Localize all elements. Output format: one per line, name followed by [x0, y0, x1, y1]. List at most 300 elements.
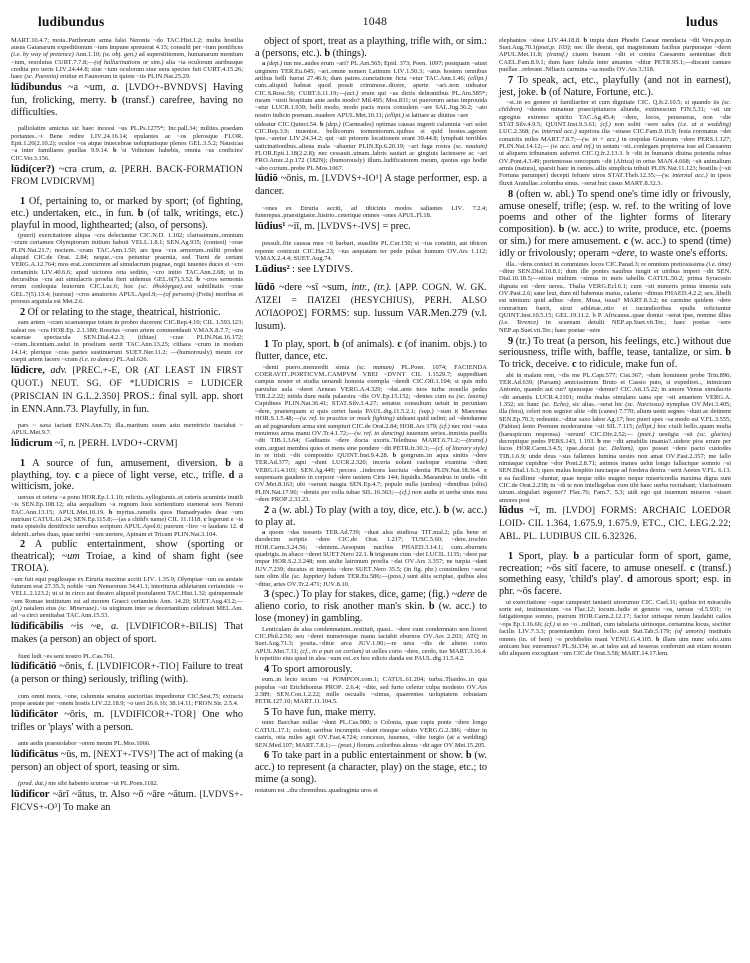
entry-head [11, 749, 243, 774]
citation-block: ante aedis praestolabor ~orem meum PL.Mos.1066. [18, 740, 151, 748]
author-siglum: FL [705, 415, 714, 423]
author-siglum: PLIN [284, 400, 300, 408]
author-siglum: VELL [11, 590, 28, 598]
sense-letter: c [484, 466, 487, 474]
author-siglum: MAX [198, 326, 214, 334]
definition: Failure to treat (a person or thing) seriously, trifling (with). [11, 661, 243, 686]
author-siglum: MART [449, 647, 468, 655]
author-siglum: PL [451, 89, 460, 97]
author-siglum: CIC [590, 430, 602, 438]
gloss: (ellipt.) [468, 75, 487, 82]
gloss: (sc. children) [499, 99, 731, 114]
etymology: [APP. COGN. W. GK. ΛΊΖΕΙ = ΠΑΊΖΕΙ (HESYCHIUS), PERH. ALSO ΛΟΊΔΟΡΟΣ] [255, 283, 488, 320]
etymology: [LVDVS+-IVS] [317, 221, 380, 232]
author-siglum: PL [582, 371, 591, 379]
author-siglum: APUL [58, 508, 76, 516]
author-siglum: JUV [322, 580, 336, 588]
author-siglum: OV [499, 157, 509, 165]
author-siglum: PL [339, 719, 347, 727]
author-siglum: TER [325, 529, 339, 537]
author-siglum: LIV [289, 135, 301, 143]
citation-block: cum omni mora, ~one, calumnia senatus auctoritas impediretur CIC.Sest.75; extracta prope aestate per ~onem hostis LIV.22.18.9; ~o ueri 26.6.16; 38.14.11; FRON.Str. 2.5.4. [11, 692, 244, 708]
gloss: (cf.) [399, 488, 410, 496]
author-siglum: TAC [167, 590, 180, 598]
gloss: (i.e. Terence) [499, 319, 539, 327]
sense-number: 2 [264, 504, 270, 516]
inflection-forms: ~cra crum, [59, 163, 105, 175]
sense-letter: b [196, 276, 200, 284]
sense-letter: b [558, 224, 565, 236]
dictionary-entry [255, 221, 487, 234]
gloss: (transf.) [466, 437, 487, 445]
author-siglum: PLIN [255, 488, 270, 496]
citation-block: eum..in lecto tecum ~si POMPON.com.1; CATUL.61.204; turba..Thaidos..in qua populus ~sit Erichthonius PROP. 2.6.4; ~dite, sed furto celetur culpa modesto OV.Ars 2.389; SEN.Con.1.2.22; mille oscualis ~simus, quaerentes uoluptatem robustam PETR.127.10; MART.11.104.5. [255, 676, 488, 706]
author-siglum: VERG [705, 393, 724, 401]
author-siglum: CATUL [32, 515, 55, 523]
sense-paragraph: 3 (spec.) To play for stakes, dice, game; (fig.) ~dere de alieno corio, to risk another man's skin. b (w. acc.) to lose (money) in gambling. [255, 589, 487, 625]
author-siglum: ENN [75, 422, 90, 430]
citation-block: pars ~ saxa iactant ENN.Ann.73; illa..maritum suum astu meretricio tractabat ~ APUL.Met.9.7. [11, 422, 243, 437]
sense-letter: b [573, 550, 580, 562]
citation-block: eam artem ~cram scaenamque totam in probro ducerent CIC.Rep.4.10; CIL 1.593.123; ualeat res ~cra HOR.Ep. 2.1.180; Roscius ~cram artem commendauit V.MAX.8.7.7; ~cra scaenae spectacula SEN.Dial.4.2.3; (tibiae) ~crae PLIN.Nat.16.172; ~cram..licentiam..uelut in proelium uertit TAC.Ann.13.25; cithara ~crum in modum 14.14; plerique ~cras partes sustinuerunt SUET.Ner.11.2; —(humorously) meum cor coepit artem facere ~cram (i.e. to dance) PL.Aul.626. [11, 319, 243, 364]
author-siglum: LUCIL [425, 551, 446, 559]
etymology: [LVDO+-BVNDVS] [125, 83, 207, 94]
citation-block: nunc Bacchae nullae ~dunt PL.Cas.980; o Colonia, quae cupis ponte ~dere longo CATUL.17.1; coloni; ueribus incomptis ~dunt risuque soluto VERG.G.2.386; ~ditur in castris, otia miles agit OV.Fast.4.724; concesso, iuuenes, ~dite iurgio (at a wedding) SEN.Med.107; MART.7.8.1;— (poet.) florum..coloribus almus ~dit ager OV.Met.15.205. [255, 719, 487, 749]
author-siglum: TAC [425, 75, 439, 82]
author-siglum: TER [499, 379, 512, 387]
author-siglum: MART [540, 135, 560, 143]
citation-block: ~ones ex Etruria acciti, ad tibicinis modos saltantes LIV. 7.2.4; funerepus..praestigiator..histrio..ceterique omnes ~ones APUL.Fl.18. [255, 204, 487, 220]
author-siglum: PROP [271, 495, 288, 503]
gloss: (sc. Mineruae) [58, 605, 97, 613]
author-siglum: LIV [393, 67, 405, 75]
author-siglum: PETR [654, 58, 671, 66]
etymology: [PERH. BACK-FORMATION FROM LVDICRVM] [11, 164, 243, 188]
author-siglum: CAMPVM [327, 371, 357, 379]
author-siglum: OV [404, 558, 415, 566]
gloss: (w. obj. gen.) [102, 51, 137, 59]
gloss: (sc. Echo) [541, 401, 569, 409]
author-siglum: TAC [96, 246, 110, 254]
author-siglum: STAT [331, 400, 348, 408]
sense-letter: b [428, 601, 435, 613]
gloss: (w. in + acc.) [582, 135, 620, 143]
author-siglum: TIT [421, 529, 432, 537]
citation-block: ~si..in eo genere et familiariter et cum dignitate CIC. Q.fr.2.10.5; si quando iis (sc. children) ~dentes minamur praecipitaturos aliunde, extimescunt FIN.5.31; ~sit uir egregius extremo spiritu TAC.Ag.45.4; ~dere, locos, perseueras, non ~die STAT.Silv.4.9.5; QUINT.Inst.9.3.61; (cf.) non soliti ~sere sales (i.e. at a wedding) LUC.2.368; (w. internal acc.) supriora ilia ~sinase CIC.Fam.9.16.9; festa coronatus ~det conuiciis miles MART.7.8.7;—(w. in + acc.) in crepidas Graiorum ~dere PERS.1.127; PLIN.Nat.14.12;— (w. acc. and inf.) in senatu ~sit..conlegam propterea isse ad Caesarem ut aliquem tribunatum auferret CIC.Q.fr.2.13.3. b ~dit in humanis diuina potentia rebus OV.Pont.4.3.49; portentosus orecopum ~dit (Africa) in ortus MAN.4.668; ~sit animalium armis (natura), sparsit haec in ramos..allis simplicia tribuit PLIN.Nat.11.123; hostilis (~sit Fortuna parumper) decepti fefuere uiros STAT.Theb.12.35;—(w. internal acc.) in ipsos fluxit Aratullae..columba sinus. ~serat huc casus MART.8.32.3. [499, 99, 732, 187]
author-siglum: GEL [11, 290, 24, 298]
author-siglum: HOR [255, 415, 269, 423]
inflection-forms: ~is ~e, [70, 621, 104, 633]
sense-letter: d [228, 469, 235, 481]
author-siglum: CIC [499, 481, 511, 489]
gloss: (sc. Deliam) [598, 445, 633, 453]
author-siglum: SEN [83, 334, 97, 342]
entry-head [11, 82, 243, 119]
author-siglum: ATQ [466, 632, 479, 640]
headword: lūdificātor [11, 708, 59, 720]
author-siglum: APUL [118, 290, 136, 298]
headword: lūdicrum [11, 438, 53, 450]
author-siglum: MART [624, 179, 643, 187]
gloss: (cf.) [439, 422, 450, 430]
author-siglum: OV [447, 247, 457, 255]
author-siglum: PHAED [401, 543, 424, 551]
entry-head [11, 365, 243, 416]
author-siglum: TER [347, 573, 360, 581]
sense-letter: b [108, 508, 113, 516]
cross-reference: TROIA [11, 563, 43, 575]
citation-block: a quom ~das tesseris TER.Ad.739; ~duat alea studiosa TIT.mal.2; pila bene et duodecim scriptis ~dere CIC.de Orat. 1.217; TUSC.5.60; ~dere..trochio HOR.Carm.3.24.56; ~dentem..Aesopum nucibus PHAED.3.14.1; cum..eburneis quadrigis..in abaco ~deret SUET.Nero 22.1. b trigonum cum ~det LUCIL.1135; ~dere par impar HOR.S.2.3.248; non stulte latronum proelia ~dat OV.Ars 3.357; ne turpia ~dant JUV.7.239; ducatus et imperia ~dere SUET.Nero 35.5; (in fig. phr.) consimilem ~serat iam olim ille (sc. Iuppiter) ludum TER.Eu.586;—(pass.) sunt aliis scriptae, quibus alea ~ditur, artes OV.Tr.2.471; JUV.8.10. [255, 529, 487, 588]
author-siglum: CIC [255, 89, 267, 97]
headword: lūdus [499, 505, 524, 517]
definition: : see LYDIVS. [292, 263, 353, 275]
sense-letter: b [113, 147, 117, 155]
author-siglum: SEN [21, 501, 35, 509]
sense-letter: a [262, 60, 266, 68]
author-siglum: CATUL [648, 275, 670, 283]
author-siglum: NEP [611, 319, 625, 327]
author-siglum: CIC [641, 598, 653, 606]
gloss: (pass.) [387, 573, 405, 581]
author-siglum: TAC [11, 508, 24, 516]
gloss: (i.e. time) [706, 260, 731, 268]
headword: lūdiō [255, 173, 278, 185]
citation-block: (pred. dat.) me sibi habento scurrae ~ui PL.Poen.1182. [18, 780, 159, 788]
author-siglum: CIC [89, 283, 101, 291]
entry-head [11, 621, 243, 646]
author-siglum: COERAVIT [255, 371, 288, 379]
running-head-right: ludus [685, 14, 718, 29]
gloss: (cf.) [544, 620, 555, 628]
headword: lūdificātus [11, 749, 59, 761]
gloss: (i.e. at a wedding) [677, 121, 731, 129]
author-siglum: HOR [579, 613, 593, 621]
sense-letter: c [397, 339, 402, 351]
definition: One who trifles or 'plays' with a person. [11, 708, 243, 733]
headword: lūdicre, [11, 364, 45, 376]
etymology: [LVDVS+-IO¹] [321, 174, 382, 185]
sense-letter: b [540, 86, 547, 98]
sense-number: 8 [508, 188, 514, 200]
sense-letter: c [75, 469, 80, 481]
sense-letter: b [225, 457, 231, 469]
sense-letter: c [499, 474, 502, 482]
sense-number: 9 [508, 335, 514, 347]
author-siglum: PL [306, 164, 315, 172]
author-siglum: PL [380, 240, 389, 248]
gloss: (transf.) [547, 51, 568, 59]
sense-letter: b [655, 635, 660, 643]
author-siglum: MEL [216, 605, 231, 613]
part-of-speech: a. [109, 163, 117, 175]
author-siglum: CIC [302, 247, 314, 255]
dictionary-entry [11, 621, 243, 646]
author-siglum: PERS [697, 135, 714, 143]
sense-letter: c [203, 515, 207, 523]
sense-number: 6 [264, 750, 270, 762]
entry-head [255, 264, 487, 276]
author-siglum: SUET [293, 255, 310, 263]
author-siglum: CIC [338, 536, 350, 544]
etymology: [NEXT+-TVS³] [93, 750, 156, 761]
gloss: (cf., in a pun on corium) [300, 647, 364, 655]
author-siglum: CIC [412, 378, 424, 386]
definition: PROS.: final syll. app. short in ENN.Ann.73. Playfully, in fun. [11, 390, 243, 415]
gloss: (w. internal acc.) [532, 128, 577, 136]
sense-letter: c [690, 562, 695, 574]
inflection-forms: ~ārī ~ātus, tr. Also ~ō ~āre ~ātum. [52, 789, 197, 801]
author-siglum: OV [371, 393, 381, 401]
gloss: (w. ref. to dancing) [354, 429, 405, 437]
inflection-forms: ~ūs, m. [60, 749, 91, 761]
author-siglum: QUINT [337, 451, 358, 459]
author-siglum: PLIN [147, 73, 163, 81]
sense-letter: b [137, 207, 144, 219]
part-of-speech: adv. [50, 364, 67, 376]
author-siglum: SUET [192, 597, 210, 605]
sense-paragraph: 6 To take part in a public entertainment or show. b (w. acc.) to represent (a character, play) on the stage, etc.; to mime (a song). [255, 750, 487, 786]
author-siglum: SEN [166, 239, 180, 247]
gloss: (cf.) [600, 121, 611, 129]
etymology: [PREC.+-E, OR (AT LEAST IN FIRST QUOT.) NEUT. SG. OF *LUDICRIS = LUDICER (PRISCIAN IN G.L.2.350] [11, 365, 243, 402]
citation-block: Lenticulam de alea condemnatum..restituit, quasi.. ~dere cum condemnato non liceret CIC.Phil.2.56; seu ~deret numerosque manu iactabit eburnos OV.Ars 2.203; ATQ in Suet.Aug.71.3; posita..~ditur arca JUV.1.90;—re uera ~dis de alieno corio APUL.Met.7.11; (cf., in a pun on corium) ut uelles corio ~dere, cerdo, tuo MART.3.16.4. b repetitio eius quod in alea ~sum est..ex hoc edicto danda est PAUL.dig.11.5.4.2. [255, 625, 487, 662]
dictionary-entry [255, 282, 487, 333]
author-siglum: LIV [143, 575, 155, 583]
dictionary-entry [11, 789, 243, 815]
sense-paragraph: 2 A public entertainment, show (sporting or theatrical); ~um Troiae, a kind of sham fight (see TROIA). [11, 539, 243, 575]
author-siglum: CIC [573, 650, 585, 658]
author-siglum: STAT [607, 172, 624, 180]
citation-block: illa..~dens conieci in communes locos CIC.Parad.3; re omnium pretiosissima (i.e. time) ~ditur SEN.Dial.10.8.1; dum ille pontes nauibus iungit et uiribus imperi ~dit SEN. Dial.10.18.5;—otiosi multum ~simus in meis tabellis CATUL.50.2; prima Syracosio dignata est ~dere uersu.. Thalia VERG.Ecl.6.1; cum ~sit numeris prima inuenta suis OV.Past.2.6; sane leui, dum nil habemus maius, calamo ~dimus PHAED.4.2.2; sex..libelli est nimium: quid adhuc ~dere, Musa, iuuat? MART.8.3.2; ne carmine quidem ~dere contrarium fuerit, sicut athletae..otio et iucundioribus epulis reficiuntur QUINT.Inst.10.5.15; GEL.19.11.2. b P. Africanus..quae domui ~serat ipse, nomine illius (i.e. Terence) in scaenam detulit NEP.ap.Suet.vit.Ter.; haec poetae ~sere NEP.ap.Suet.vit.Ter.; haec poetae ~sere [499, 260, 731, 334]
sense-number: 2 [20, 306, 26, 318]
lemma-substitute: ~um [61, 551, 80, 563]
author-siglum: TUSC [411, 536, 429, 544]
inflection-forms: ~ī, [54, 438, 66, 450]
gloss: (sc. glacies) [697, 430, 732, 438]
sense-number: 4 [264, 663, 270, 675]
gloss: (sc. nauium) [453, 142, 487, 150]
author-siglum: JUV [358, 640, 371, 648]
author-siglum: SEN [255, 741, 268, 749]
headword: lūdificābilis [11, 621, 64, 633]
author-siglum: MAN [657, 157, 673, 165]
author-siglum: PETR [255, 698, 272, 706]
sense-letter: b [392, 451, 397, 459]
author-siglum: PROP [325, 683, 342, 691]
citation-block: a (dep.) tun me..audes erum ~ari? PL.Am.565; Epid. 373; Poen. 1097; postquam ~atust uirginem TER.Eu.645; ~ari..omne nomen Latinum LIV.1.50.3; ~atus hostem omnibus artibus belli fuerat 27.46.6; dum patres..cunctatione ficta ~etur TAC.Ann.1.46; (ellipt.) cum..aliquid habeat quod possit criminose..dicere, aperte ~ari..non uideatur CIC.S.Rosc.56; CURT.6.11.19;—(act.) erum qui ~as dictis delirantibus PL.Am.585*; meam ~uisti hospitam ante aedis modo? Mil.495; Mos.831; ut puerorum aetas improuida ~etur LUCR.1.939; belli modo, modo pacis mora consulem ~are SAL.Jug.36.2; ~ato nostro indicio poenam..euadere APUL.Met.10.11; (ellipt.) si latitare ac diutius ~are [255, 60, 488, 119]
author-siglum: SEN [499, 415, 512, 423]
citation-block: elephantos ~sisse LIV.44.18.8. b impia dum Phoebi Caesar mendacia ~dit Vers.pop.in Suet.Aug.70.1(poet.p. 103); nec ille deerat, qui magistratum facibus purpuraque ~deret APUL.Met.11.8; (transf.) ciuem bonum ~dit et contra Caesarem sententiae dicit CAEL.Fam.8.9.1; dum haec fabula inter amantes ~ditur PETR.95.1;—discant cantare puellae ..referant..Niliacis carmina ~sa modis OV.Ars 3.318. [499, 36, 731, 73]
sense-paragraph: object of sport, treat as a plaything, trifle with, or sim.: a (persons, etc.). b (things). [255, 36, 487, 59]
sense-letter: c [623, 236, 629, 248]
author-siglum: HOR [272, 558, 287, 566]
author-siglum: PL [113, 740, 122, 748]
author-siglum: PHAED [664, 289, 687, 297]
author-siglum: TIB [270, 437, 281, 445]
author-siglum: CIC [163, 319, 175, 327]
author-siglum: CIC [255, 632, 267, 640]
inflection-forms: ~ōnis, m. [280, 173, 319, 185]
author-siglum: PL [561, 642, 570, 650]
definition: = prec. [382, 220, 411, 232]
author-siglum: LIV [451, 204, 463, 212]
author-siglum: SEN [499, 467, 512, 475]
gloss: (pred. dat.) [18, 780, 47, 788]
sense-number: 1 [20, 195, 26, 207]
author-siglum: JUV [255, 565, 268, 573]
sense-letter: b [725, 347, 731, 359]
author-siglum: CIL [167, 515, 179, 523]
author-siglum: FLOR [255, 149, 272, 157]
inflection-forms: ~ōnis, f. [59, 661, 94, 673]
author-siglum: PLIN [499, 143, 514, 151]
author-siglum: LIV [547, 36, 559, 44]
dictionary-entry [11, 749, 243, 774]
entry-head [11, 709, 243, 734]
gloss: (w. internal acc.) [662, 172, 708, 180]
author-siglum: CIC [139, 232, 151, 240]
gloss: (ellipt.) [385, 111, 404, 119]
author-siglum: POMPON [332, 676, 360, 684]
headword: lūdibundus [11, 82, 62, 94]
entry-head [255, 282, 487, 333]
author-siglum: PL [350, 60, 359, 68]
gloss: (i.e. by way of pretence) [11, 51, 74, 59]
text-column-3 [496, 36, 734, 961]
lemma-substitute: ~dere [451, 589, 475, 601]
citation-block: uersus et cetera ~a pono HOR.Ep.1.1.10; relictis..syllogismis..et ceteris acuminis inutili ~is SEN.Ep.108.12; alia aequalium ~a regnum lusu sortientium euenerat sors Neroni TAC.Ann.13.15; APUL.Met.10.19. b myrtus..ramelis quos Hamadryades deae ~um nutriunt CATUL.61.24; SEN.Ep.115.8;—(as a child's name) CIL 11.1118. c legerunt e ~is meis epistolis dentifricio uersibus scriptum APUL.Apol.6; puerum ~liro ~o laudans 12. d delenit..urbes duas, quae uerbii ~um uertere, Apinam et Tricam PLIN.Nat.3.104. [11, 493, 243, 538]
author-siglum: SUET [125, 348, 143, 356]
author-siglum: CIL [411, 371, 422, 379]
author-siglum: CIC [633, 128, 645, 136]
author-siglum: VERG [340, 385, 359, 393]
author-siglum: NEP [499, 326, 512, 334]
author-siglum: TER [280, 67, 294, 75]
sense-letter: b [319, 120, 324, 128]
author-siglum: OV [499, 289, 509, 297]
etymology: [LVDO] FORMS: ARCHAIC LOEDOR LOID- CIL 1.364, 1.675.9, 1.675.9, ETC., CIC. LEG.2.22; ABL. PL. LUDIBUS CIL 6.32326. [499, 506, 732, 543]
author-siglum: PAUL [365, 407, 382, 415]
running-head-left: ludibundus [38, 14, 105, 29]
author-siglum: TAC [166, 36, 180, 44]
sense-paragraph: 1 Of, pertaining to, or marked by sport; (of fighting, etc.) undertaken, etc., in fun. b (of talk, writings, etc.) playful in mood, lighthearted; (also, of persons). [11, 195, 243, 231]
author-siglum: OV [665, 452, 676, 460]
author-siglum: FRO [255, 157, 268, 165]
author-siglum: SEN [349, 481, 362, 489]
author-siglum: CIC [187, 692, 199, 700]
part-of-speech: a. [110, 621, 119, 633]
gloss: (of hallucinations or sim.) [94, 58, 164, 66]
author-siglum: APUL [336, 111, 355, 119]
sense-letter: b [583, 36, 588, 44]
sense-letter: b [465, 750, 472, 762]
page-number: 1048 [362, 16, 388, 28]
author-siglum: MART [295, 741, 314, 749]
author-siglum: OV [466, 683, 477, 691]
author-siglum: CATUL [382, 676, 405, 684]
author-siglum: PLIN [11, 246, 26, 254]
author-siglum: OV [318, 734, 328, 742]
dictionary-entry [255, 264, 487, 276]
author-siglum: TER [255, 459, 268, 467]
author-siglum: PL [116, 356, 125, 364]
author-siglum: LIV [518, 628, 530, 636]
gloss: (sup.) [418, 407, 434, 415]
gloss: (poet.p. 103) [535, 43, 570, 51]
author-siglum: SUET [322, 551, 340, 559]
headword: lūdificātiō [11, 661, 57, 673]
author-siglum: LIV [90, 132, 102, 140]
author-siglum: GEL [555, 312, 569, 319]
author-siglum: CIC [33, 254, 45, 262]
sense-paragraph: 2 Of or relating to the stage, theatrical, histrionic. [20, 306, 221, 318]
sense-number: 2 [20, 539, 26, 551]
author-siglum: VERG [419, 726, 438, 734]
author-siglum: APUL [123, 523, 142, 531]
definition: The act of making (a person) an object of sport, teasing or sim. [11, 749, 244, 773]
author-siglum: VERG [255, 466, 273, 474]
author-siglum: GEL [154, 276, 167, 284]
sense-paragraph: 1 To play, sport. b (of animals). c (of inanim. objs.) to flutter, dance, etc. [255, 339, 487, 363]
author-siglum: CIC [11, 154, 23, 162]
author-siglum: SEN [73, 515, 87, 523]
author-siglum: HOR [516, 445, 531, 453]
author-siglum: LUCR [271, 104, 290, 112]
cross-reference: LYDIVS [313, 263, 351, 275]
definition: FORMS: sup. lussum VAR.Men.279 (v.l. lusum). [255, 308, 488, 333]
author-siglum: PL [130, 125, 138, 133]
author-siglum: VERG [11, 261, 29, 269]
author-siglum: OV [423, 632, 433, 640]
sense-paragraph: 1 Sport, play. b a particular form of sport, game, recreation; ~ōs sitī facere, to amuse oneself. c (transf.) something easy, 'child's play'. d amorous sport; esp. in phr. ~ōs facere. [499, 550, 732, 598]
citation-block: (pueri) exercitatione aliqua ~cra delectantur CIC.N.D. 1.102; clarissimum..omnium ~crum certamen Olympiorum initium habuit VELL.1.8.1; SEN.Ag.935; (contest) ~crae PLIN.Nat.21.7; noctem..~cram TAC.Ann.1.50; ars ipsa ~cra armorum..militi prodest aliquid CIC.de Orat. 2.84; neque..~cra petuntur praemia, sed Turni de certant VERG.A.12.764; mos erat..concurrere ad simulacrum pugnae, regii iuuenes duces ei ~cro certaminis LIV.40.6.6; apud uictores orta seditio, ~cro initio TAC.Ann.2.68; ut in decursibus ~cra aut simulacris proelia fieri uidemus GEL.6(7).3.52. b ~cros sermonis rerum conloquia leuiorum CIC.Luc.6; hoc (sc. ἐθολόγημα)..est subtilitatis ~crae GEL.7(5).13.4; (uorsus) ~cros amatorios APUL.Apol.9;—(of persons) (Fotis) moribus et prorsus argutula est Met.2.6. [11, 232, 244, 306]
lemma-substitute: ~dere [611, 248, 635, 260]
author-siglum: OV [443, 741, 454, 749]
author-siglum: CIL [203, 319, 214, 327]
sense-paragraph: 2 a (w. abl.) To play (with a toy, dice, etc.). b (w. acc.) to play at. [255, 504, 487, 528]
sense-letter: a [262, 529, 266, 537]
author-siglum: CIC [637, 99, 649, 107]
definition: Having fun, frolicking, merry. b (transf.) carefree, having no difficulties. [11, 82, 243, 118]
author-siglum: HOR [399, 422, 414, 430]
definition: To make an [63, 802, 111, 814]
entry-head [11, 164, 243, 190]
author-siglum: CIC [255, 127, 267, 135]
author-siglum: VERG [588, 282, 607, 290]
sense-number: 7 [508, 74, 514, 86]
gloss: (poet.) [338, 741, 355, 749]
gloss: (w. ref. to practice or mock fighting) [299, 415, 395, 423]
inflection-forms: ~iī, m. [288, 220, 315, 232]
author-siglum: QUINT [545, 121, 567, 129]
gloss: (sc. Narcissus) [625, 401, 664, 409]
citation-block: uideatur CIC.Quinct.54. b (dep.) (Carneades) optimas causas ingenii calumnia ~ari solet CIC.Rep.3.9; inuentor.. bellicorum tormentorum..quibus si quid hostes..agerent ipse..~aretur LIV.24.34.2; qui ~ati priorem locationem erant 39.44.8; lymphati terribles uaticinationibus..aliena mala ~abantur PLIN.Ep.6.20.19; ~ari fuga rostra (sc. nauium) FLOR.Epit.1.18(2.2.8); nec cessauit..utnam..labris sauiari ac gingiuis lactessere ac ~ari FRO.Amic.2.p.172 (182N); (humorously) illum..ludificatorem meum, quoius ego hodie ~abo corium..probe PL.Mos.1067. [255, 120, 488, 172]
sense-letter: b [333, 339, 340, 351]
sense-paragraph: 8 (often w. abl.) To spend one's time idly or frivously, amuse oneself, trifle; (esp. w. ref. to the writing of love poems and other of the lighter forms of literary composition). b (w. acc.) to write, produce, etc. (poems or sim.) for mere amusement. c (w. acc.) to spend (time) idly or frivolously; operam ~dere, to waste one's efforts. [499, 188, 731, 260]
author-siglum: CURT [203, 65, 221, 73]
author-siglum: FL [707, 467, 715, 475]
author-siglum: TAC [578, 113, 592, 121]
author-siglum: SUET [355, 565, 372, 573]
citation-block: ~denti puero..memordit simia (sc. manum) PL.Poen. 1074; FACIENDA COERAVIT..PORTICVM..CAMPVM VBEI ~DVNT CIL 1.1529.7; suppeditant campus noster et studia uenandi honesta exempla ~dendi CIC.Off.1.104; si quis mihi paruulus aula ~deret Aeneas VERG.A.4.329; ~dat..ante tuos turba nouella pedes TIB.2.2.22; nitida dum nuda palaestra ~dis OV.Ep.15.152; ~dentes cum ea (sc. leaena) Cupidines PLIN.Nat.36.41; STAT.Silv.3.4.27; senatus consultum uetuit in pecuniam ~dere, praeterquam si quis certet hasta PAUL.dig.11.5.2.1; (sup.) ~sum it Maecenas HOR.S.1.5.48;—(w. ref. to practice or mock fighting) uideant quid uelint; ad ~dendumne an ad pugnandum arma sint sumpturi CIC.de Orat.2.84; HOR.Ars 379; (cf.) nec nisi ~sura mouimus arma manu OV.Tr.4.1.72;—(w. ref. to dancing) iuuenum series..inmixta puellis ~dit TIB.1.3.64; Gaditanis ~dere docta uxoris..Telethusa MART.6.71.2;—(transf.) eum..urguet membra quies et mens sine pondere ~dit PETR.fr.30.3;—(cf. of literary style) in re tristi ~dit compositio QUINT.Inst.9.4.28. b gongrum..in aqua sinitis ~dere TER.Ad.377; agni ~dunt LUCR.2.320; incerta uolant caeloque examina ~dunt VERG.G.4.103; SEN.Ag.449; pecora ..indecora lasciuia ~dentia PLIN.Nat.18.364. c suspensam gaudens in corpore ~dere uestem Ciris 144; liquidis..Maeandrus in undis ~dit OV.Met.8.163; ubi ~serunt naugia SEN.Ep.4.7; populo nulla (umbra) ~dentibus (oliis) PLIN.Nat.17.90; ~dentis per colla iubae SIL.16.363;—(cf.) non audis et uerba sinis mea ~dere PROP.2.33.23. [255, 363, 487, 503]
author-siglum: VELL [131, 239, 148, 247]
headword: lūdō [255, 282, 275, 294]
dictionary-entry [11, 82, 243, 119]
author-siglum: SEN [517, 267, 531, 275]
author-siglum: CIC [582, 150, 594, 158]
gloss: (sc. manum) [356, 363, 394, 371]
etymology: [LVDIFICOR+-TOR] [110, 709, 197, 720]
